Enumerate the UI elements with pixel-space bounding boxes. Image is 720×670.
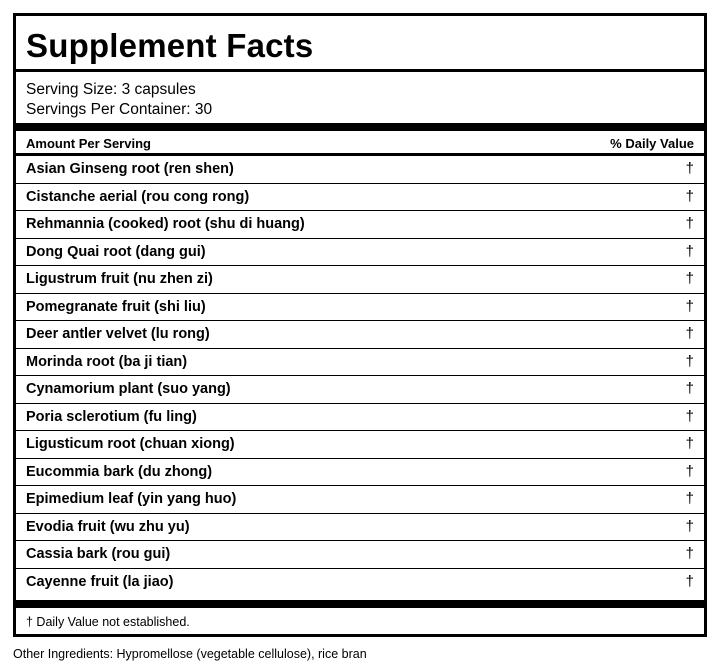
ingredient-name: Rehmannia (cooked) root (shu di huang) — [26, 216, 305, 232]
ingredient-name: Cassia bark (rou gui) — [26, 546, 171, 562]
ingredient-name: Ligustrum fruit (nu zhen zi) — [26, 271, 213, 287]
daily-value-dagger: † — [685, 325, 694, 342]
daily-value-dagger: † — [685, 572, 694, 590]
ingredient-name: Poria sclerotium (fu ling) — [26, 408, 197, 425]
daily-value-dagger: † — [685, 517, 694, 535]
ingredient-name: Asian Ginseng root (ren shen) — [26, 161, 234, 177]
daily-value-header: % Daily Value — [610, 136, 694, 151]
ingredient-name: Eucommia bark (du zhong) — [26, 463, 213, 480]
daily-value-dagger: † — [685, 215, 694, 232]
thick-divider-bottom — [16, 600, 704, 608]
daily-value-dagger: † — [685, 407, 694, 425]
daily-value-dagger: † — [685, 462, 694, 480]
ingredient-row — [16, 486, 704, 514]
ingredient-name: Morinda root (ba ji tian) — [26, 353, 188, 370]
ingredient-name: Ligusticum root (chuan xiong) — [26, 436, 235, 452]
amount-per-serving-header: Amount Per Serving — [26, 136, 151, 151]
thick-divider-top — [16, 123, 704, 131]
ingredient-name: Evodia fruit (wu zhu yu) — [26, 518, 190, 535]
ingredient-name: Epimedium leaf (yin yang huo) — [26, 491, 237, 507]
ingredient-list — [16, 156, 704, 596]
daily-value-dagger: † — [685, 160, 694, 177]
serving-size: Serving Size: 3 capsules — [26, 81, 196, 98]
ingredient-name: Deer antler velvet (lu rong) — [26, 326, 210, 342]
daily-value-dagger: † — [685, 270, 694, 287]
ingredient-row — [16, 266, 704, 294]
ingredient-name: Cistanche aerial (rou cong rong) — [26, 188, 250, 205]
panel-title: Supplement Facts — [26, 27, 314, 64]
ingredient-row — [16, 211, 704, 239]
ingredient-row — [16, 239, 704, 267]
ingredient-name: Cayenne fruit (la jiao) — [26, 573, 174, 590]
column-header — [26, 132, 694, 154]
ingredient-row — [16, 541, 704, 569]
daily-value-dagger: † — [685, 435, 694, 452]
ingredient-name: Pomegranate fruit (shi liu) — [26, 298, 206, 315]
ingredient-row — [16, 349, 704, 377]
ingredient-row — [16, 431, 704, 459]
ingredient-row — [16, 376, 704, 404]
ingredient-row — [16, 514, 704, 542]
ingredient-row — [16, 569, 704, 597]
ingredient-row — [16, 294, 704, 322]
servings-per-container: Servings Per Container: 30 — [26, 100, 213, 118]
serving-info — [26, 80, 212, 119]
daily-value-dagger: † — [685, 380, 694, 397]
ingredient-name: Dong Quai root (dang gui) — [26, 243, 206, 260]
supplement-facts-panel — [13, 13, 707, 637]
daily-value-dagger: † — [685, 545, 694, 562]
other-ingredients: Other Ingredients: Hypromellose (vegetable cellulose), rice bran — [13, 647, 367, 661]
daily-value-dagger: † — [685, 352, 694, 370]
ingredient-name: Cynamorium plant (suo yang) — [26, 381, 231, 397]
ingredient-row — [16, 404, 704, 432]
ingredient-row — [16, 459, 704, 487]
footnote: † Daily Value not established. — [26, 615, 190, 629]
ingredient-row — [16, 321, 704, 349]
daily-value-dagger: † — [685, 490, 694, 507]
ingredient-row — [16, 184, 704, 212]
title-divider — [16, 69, 704, 72]
daily-value-dagger: † — [685, 187, 694, 205]
daily-value-dagger: † — [685, 242, 694, 260]
ingredient-row — [16, 156, 704, 184]
daily-value-dagger: † — [685, 297, 694, 315]
